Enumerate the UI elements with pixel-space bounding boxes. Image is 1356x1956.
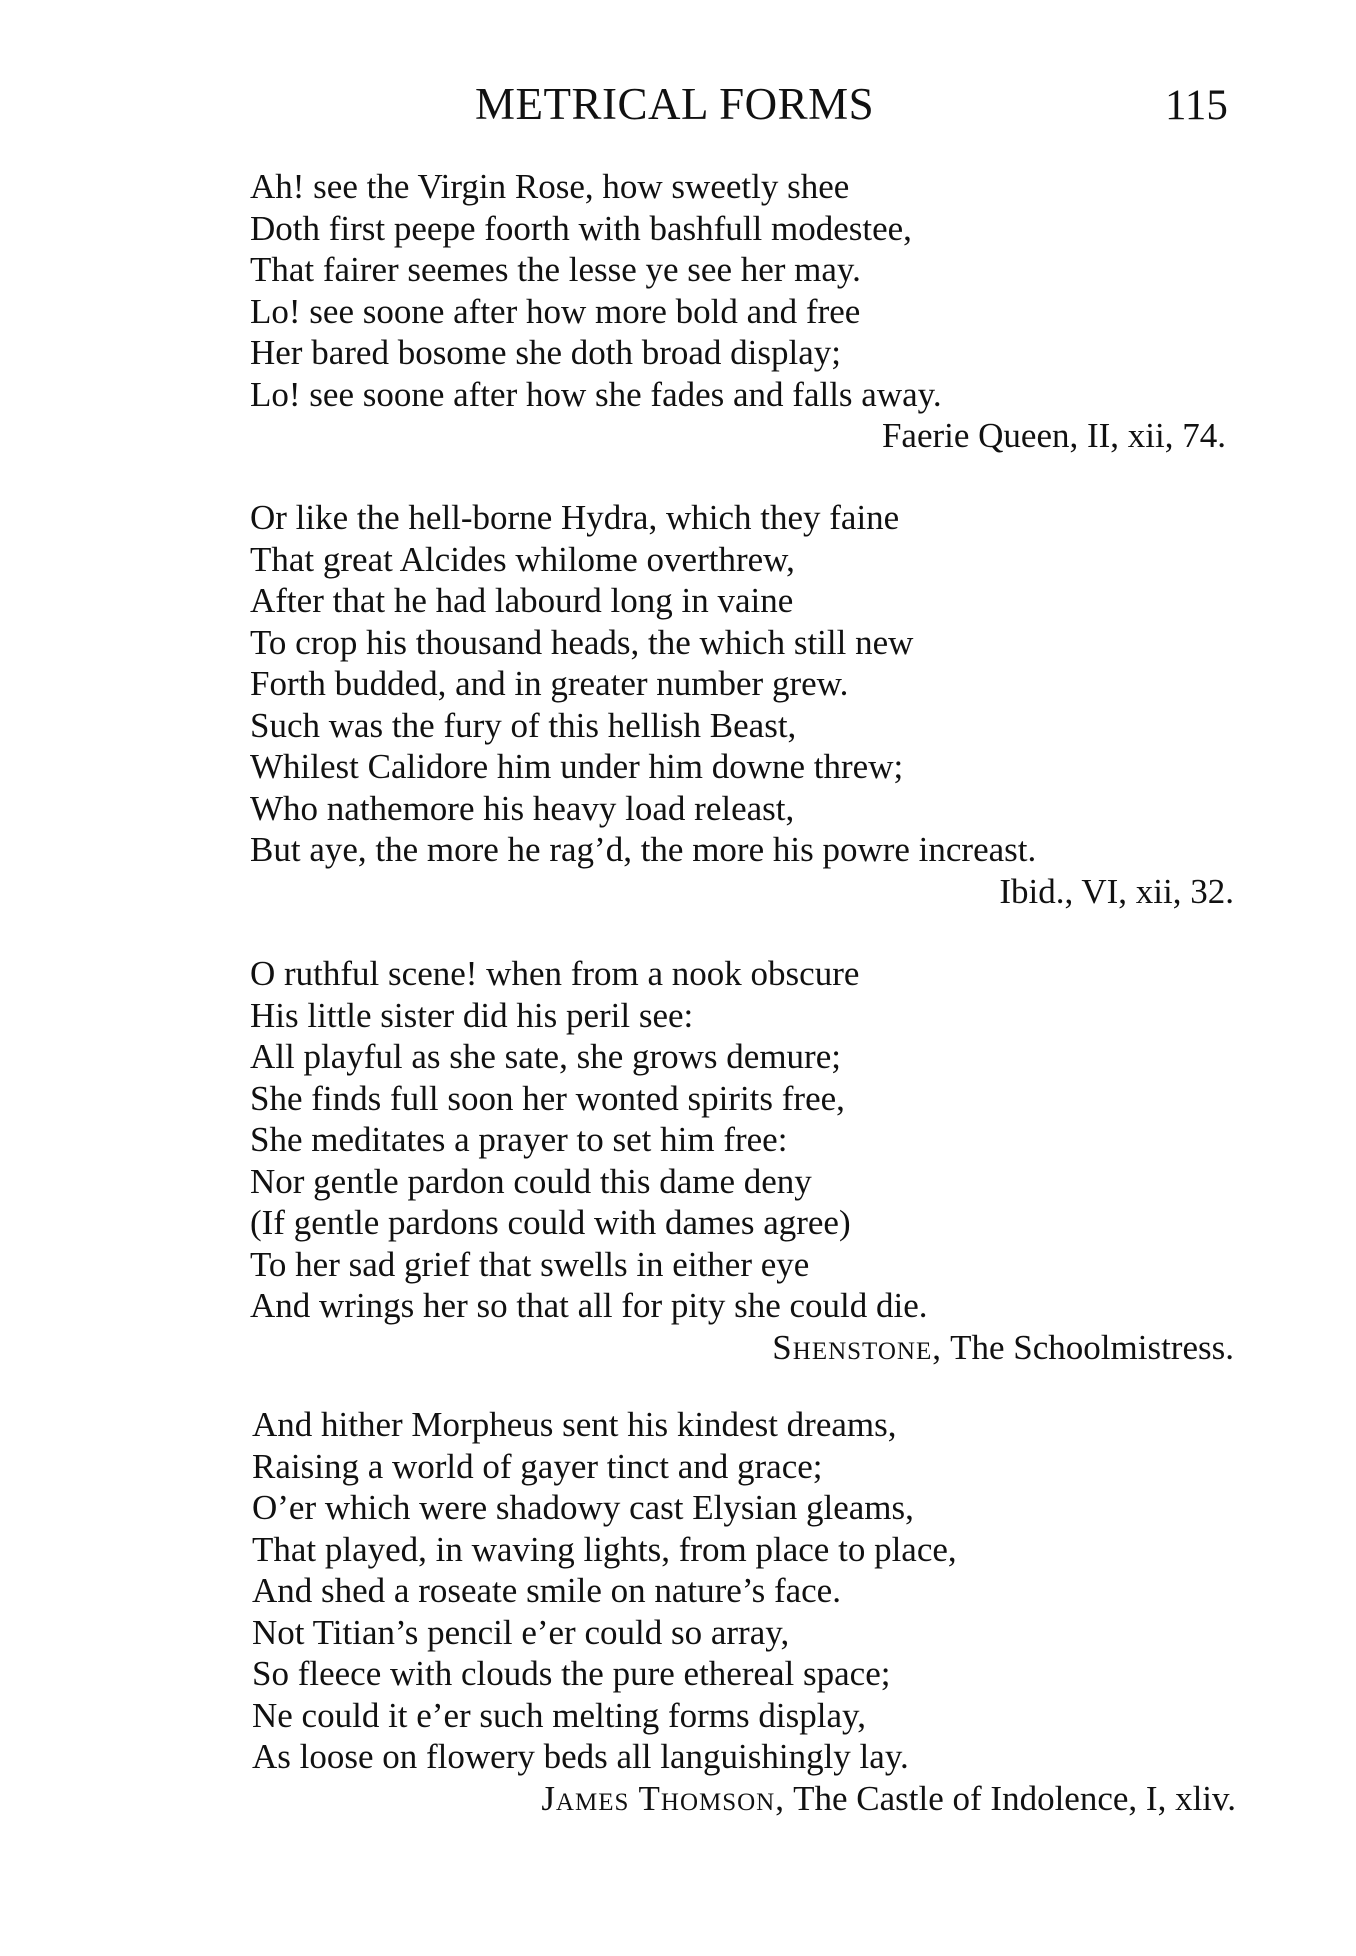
verse-line: Lo! see soone after how she fades and falls away. [250,374,942,414]
verse-line: But aye, the more he rag’d, the more his powre increast. [250,830,1037,869]
verse-line: To crop his thousand heads, the which still new [250,622,914,662]
verse-line: Whilest Calidore him under him downe threw; [250,747,904,786]
attribution [250,415,1226,457]
attribution [250,871,1234,913]
verse-line: And wrings her so that all for pity she could die. [250,1286,928,1325]
verse-line: Nor gentle pardon could this dame deny [250,1161,812,1201]
verse-line: As loose on flowery beds all languishingly lay. [252,1737,909,1776]
verse-line: That fairer seemes the lesse ye see her may. [250,250,861,289]
attribution-author: Shenstone, [772,1327,942,1367]
stanza-faerie-queen-ii [250,166,1226,457]
verse-line: (If gentle pardons could with dames agree) [250,1203,851,1242]
attribution-work: The Castle of Indolence, I, xliv. [793,1778,1236,1818]
verse-line: After that he had labourd long in vaine [250,581,794,620]
verse-line: Who nathemore his heavy load releast, [250,788,795,828]
running-head-title: METRICAL FORMS [475,79,875,129]
verse-line: Not Titian’s pencil e’er could so array, [252,1612,790,1652]
verse-line: So fleece with clouds the pure ethereal space; [252,1654,891,1693]
verse-line: His little sister did his peril see: [250,995,694,1035]
attribution-work: Faerie Queen, II, xii, 74. [881,416,1226,455]
verse-line: She meditates a prayer to set him free: [250,1120,788,1159]
verse-line: Such was the fury of this hellish Beast, [250,705,797,745]
verse-line: Ah! see the Virgin Rose, how sweetly shee [250,167,850,206]
verse-line: O ruthful scene! when from a nook obscure [250,954,860,993]
verse-line: And hither Morpheus sent his kindest dreams, [252,1405,897,1444]
stanza-schoolmistress [250,953,1234,1368]
attribution-author: James Thomson, [541,1778,785,1818]
verse-line: All playful as she sate, she grows demure; [250,1037,841,1076]
verse-line: Doth first peepe foorth with bashfull modestee, [250,208,912,248]
verse-line: That great Alcides whilome overthrew, [250,539,795,579]
attribution-work: The Schoolmistress. [950,1327,1234,1367]
verse-line: That played, in waving lights, from place to place, [252,1529,957,1569]
verse-line: Forth budded, and in greater number grew. [250,664,849,703]
verse-line: To her sad grief that swells in either eye [250,1244,810,1284]
verse-line: Her bared bosome she doth broad display; [250,333,841,372]
attribution [250,1327,1234,1369]
verse-line: O’er which were shadowy cast Elysian gleams, [252,1488,914,1527]
verse-line: Or like the hell-borne Hydra, which they faine [250,498,900,537]
verse-line: Raising a world of gayer tinct and grace; [252,1446,823,1486]
attribution [252,1778,1236,1820]
stanza-castle-of-indolence [252,1404,1236,1819]
verse-line: Lo! see soone after how more bold and free [250,291,861,331]
page-number: 115 [1165,82,1228,129]
verse-line: And shed a roseate smile on nature’s face. [252,1571,841,1610]
verse-line: Ne could it e’er such melting forms display, [252,1695,866,1735]
stanza-faerie-queen-vi [250,497,1234,912]
attribution-work: Ibid., VI, xii, 32. [999,871,1234,911]
verse-line: She finds full soon her wonted spirits free, [250,1078,845,1118]
